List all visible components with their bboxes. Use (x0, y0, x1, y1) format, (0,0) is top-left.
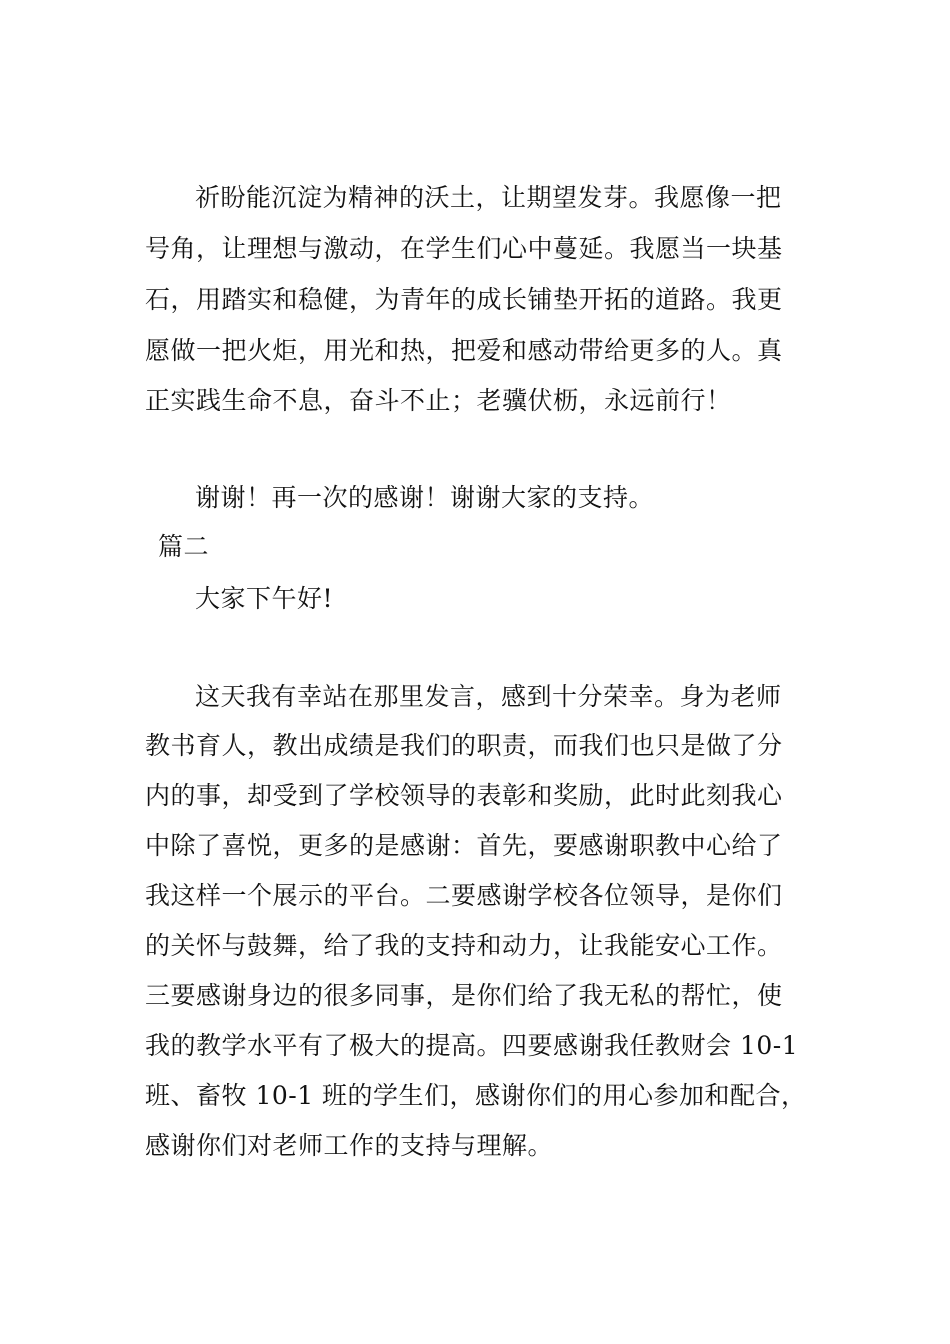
thanks-paragraph: 谢谢！再一次的感谢！谢谢大家的支持。 (195, 483, 655, 512)
paragraph-line: 内的事，却受到了学校领导的表彰和奖励，此时此刻我心 (145, 781, 783, 810)
paragraph-line: 感谢你们对老师工作的支持与理解。 (145, 1131, 554, 1160)
paragraph-line: 号角，让理想与激动，在学生们心中蔓延。我愿当一块基 (145, 234, 783, 263)
paragraph-line: 愿做一把火炬，用光和热，把爱和感动带给更多的人。真 (145, 336, 783, 365)
paragraph-line: 三要感谢身边的很多同事，是你们给了我无私的帮忙，使 (145, 981, 783, 1010)
paragraph-line: 的关怀与鼓舞，给了我的支持和动力，让我能安心工作。 (145, 931, 783, 960)
paragraph-line: 班、畜牧 10-1 班的学生们，感谢你们的用心参加和配合， (145, 1081, 807, 1110)
paragraph-line: 这天我有幸站在那里发言，感到十分荣幸。身为老师 (195, 682, 782, 711)
paragraph-line: 中除了喜悦，更多的是感谢：首先，要感谢职教中心给了 (145, 831, 783, 860)
paragraph-line: 我的教学水平有了极大的提高。四要感谢我任教财会 10-1 (145, 1031, 799, 1060)
paragraph-line: 正实践生命不息，奋斗不止；老骥伏枥，永远前行！ (145, 386, 732, 415)
paragraph-line: 我这样一个展示的平台。二要感谢学校各位领导，是你们 (145, 881, 783, 910)
paragraph-line: 祈盼能沉淀为精神的沃土，让期望发芽。我愿像一把 (195, 183, 782, 212)
paragraph-line: 石，用踏实和稳健，为青年的成长铺垫开拓的道路。我更 (145, 285, 783, 314)
section-heading: 篇二 (158, 532, 210, 561)
paragraph-line: 教书育人，教出成绩是我们的职责，而我们也只是做了分 (145, 731, 783, 760)
greeting-text: 大家下午好! (195, 584, 334, 613)
